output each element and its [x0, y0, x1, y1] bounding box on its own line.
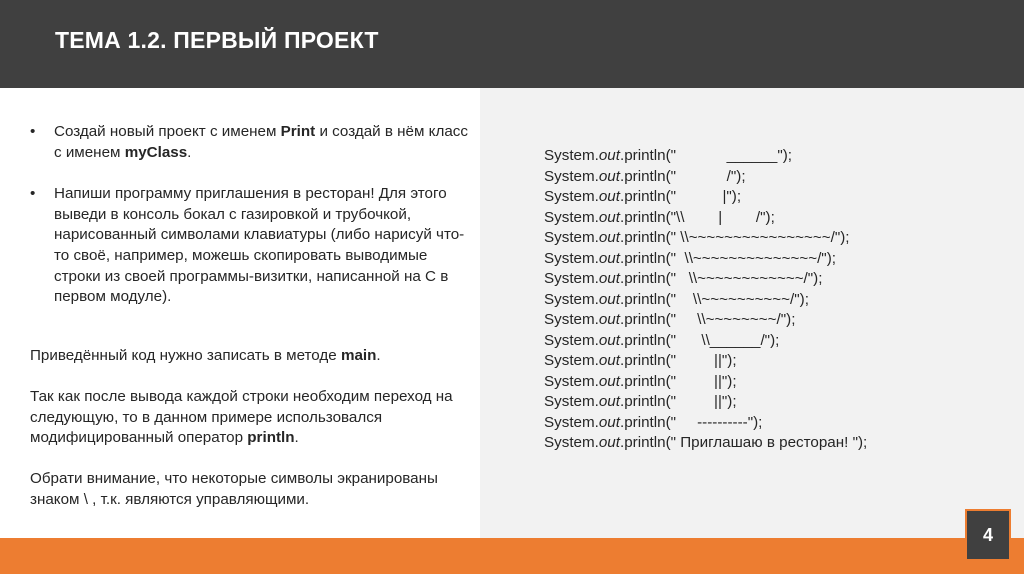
code-line: System.out.println(" /");: [544, 167, 746, 185]
code-line: System.out.println(" Приглашаю в ресторан! ");: [544, 434, 868, 451]
code-line: System.out.println(" ||");: [544, 352, 737, 369]
bullet-marker: •: [30, 123, 36, 140]
method-name: main: [340, 347, 377, 364]
list-item: [30, 184, 475, 308]
project-name: Print: [280, 123, 316, 140]
code-line: System.out.println(" \\______/");: [544, 331, 780, 349]
list-item-text: Создай новый проект с именем Print и создай в нём класс с именем myClass.: [54, 123, 468, 161]
code-line: System.out.println(" ||");: [544, 393, 737, 410]
code-line: System.out.println(" ______");: [544, 147, 793, 164]
page-number: 4: [982, 524, 993, 545]
code-line: System.out.println(" \\~~~~~~~~~~~~~~/");: [544, 249, 836, 267]
code-line: System.out.println(" ----------");: [544, 413, 763, 431]
paragraph-println: Так как после вывода каждой строки необходим переход на следующую, то в данном примере использовался модифицированный оператор println.: [30, 388, 453, 447]
header-bar: [0, 0, 1024, 88]
bullet-marker: •: [30, 185, 36, 203]
list-item: [30, 122, 475, 163]
class-name: myClass: [124, 143, 188, 161]
operator-name: println: [247, 429, 295, 447]
paragraph-escape-note: Обрати внимание, что некоторые символы экранированы знаком \ , т.к. являются управляющими.: [30, 470, 438, 508]
code-line: System.out.println(" \\~~~~~~~~~~~~~~~~/");: [544, 229, 850, 246]
code-line: System.out.println(" \\~~~~~~~~~~/");: [544, 290, 809, 308]
code-line: System.out.println(" ||");: [544, 372, 737, 390]
paragraph-main-method: Приведённый код нужно записать в методе main.: [30, 347, 381, 364]
list-item-text: Напиши программу приглашения в ресторан! Для этого выведи в консоль бокал с газировкой и трубочкой, нарисованный символами клавиатуры (либо нарисуй что-то своё, например, можешь скопировать выводимые строки из своей программы-визитки, написанной на С в первом модуле).: [54, 185, 465, 306]
slide-title: ТЕМА 1.2. ПЕРВЫЙ ПРОЕКТ: [55, 27, 379, 53]
code-line: System.out.println(" |");: [544, 188, 742, 205]
page-number-box: [965, 509, 1011, 561]
code-line: System.out.println(" \\~~~~~~~~/");: [544, 311, 796, 328]
footer-bar: [0, 538, 1024, 574]
instruction-list: [30, 122, 475, 308]
code-line: System.out.println(" \\~~~~~~~~~~~~/");: [544, 270, 823, 287]
code-block: [544, 146, 867, 454]
code-line: System.out.println("\\ | /");: [544, 208, 775, 226]
